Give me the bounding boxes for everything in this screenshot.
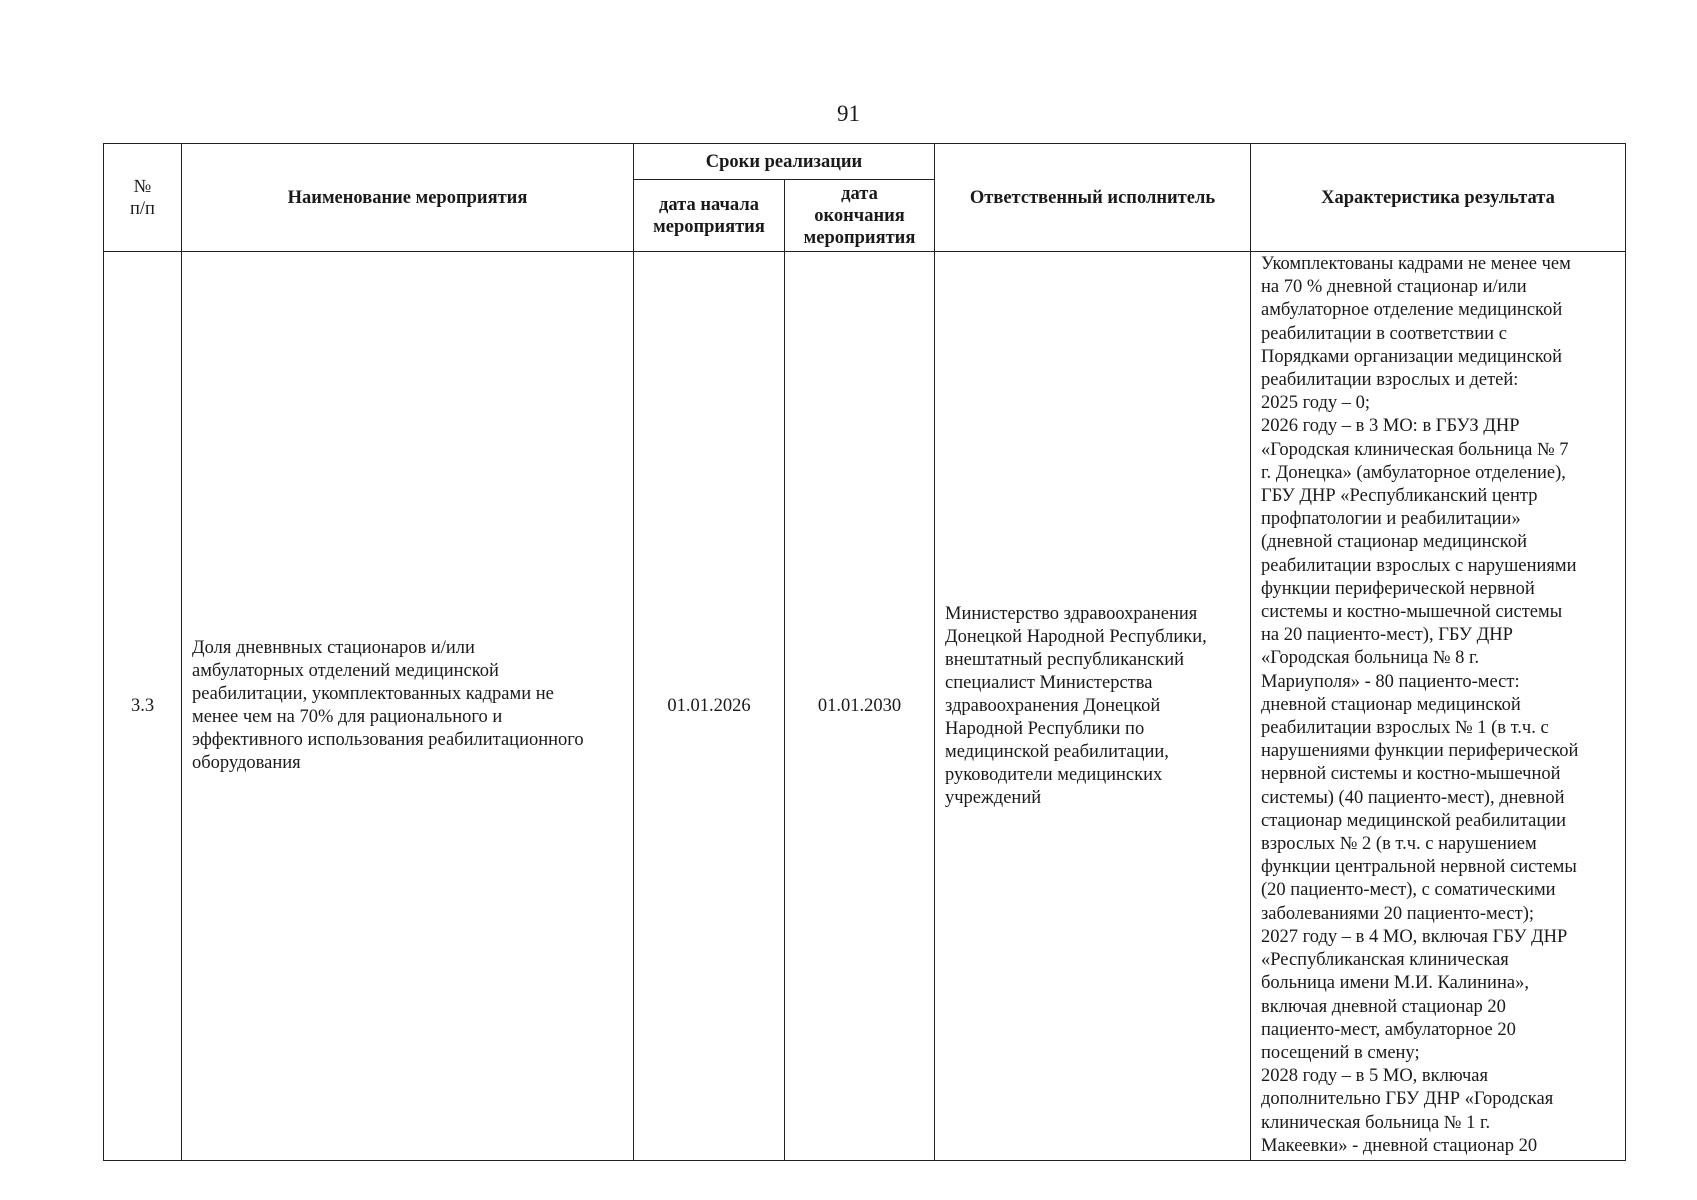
table-row [104,252,1626,1161]
executor-line: Народной Республики по [945,718,1145,739]
executor-line: здравоохранения Донецкой [945,695,1161,716]
result-line: реабилитации взрослых и детей: [1261,370,1519,391]
executor-line: медицинской реабилитации, [945,741,1169,762]
executor-line: Министерство здравоохранения [945,603,1198,624]
header-start-date [634,180,785,252]
result-line: реабилитации взрослых с нарушениями [1261,555,1577,576]
header-end-line2: окончания [814,205,905,226]
activity-name-line: амбулаторных отделений медицинской [192,661,499,681]
executor-cell [935,252,1251,1161]
result-line: реабилитации в соответствии с [1261,323,1507,344]
result-line: «Городская клиническая больница № 7 [1261,439,1569,460]
result-line: (дневной стационар медицинской [1261,532,1527,553]
result-line: Мариуполя» - 80 пациенто-мест: [1261,671,1520,692]
result-line: 2028 году – в 5 МО, включая [1261,1066,1489,1087]
result-line: посещений в смену; [1261,1042,1420,1063]
activity-name-line: реабилитации, укомплектованных кадрами не [192,684,554,704]
result-line: Укомплектованы кадрами не менее чем [1261,254,1571,274]
header-number-line1: № [133,176,152,197]
executor-line: Донецкой Народной Республики, [945,626,1207,647]
result-line: взрослых № 2 (в т.ч. с нарушением [1261,834,1537,855]
result-line: Макеевки» - дневной стационар 20 [1261,1135,1538,1156]
page-number: 91 [837,101,860,126]
header-period-group: Сроки реализации [634,144,935,180]
result-line: реабилитации взрослых № 1 (в т.ч. с [1261,718,1549,739]
result-line: (20 пациенто-мест), с соматическими [1261,880,1556,901]
result-line: на 20 пациенто-мест), ГБУ ДНР [1261,625,1513,646]
result-line: 2026 году – в 3 МО: в ГБУЗ ДНР [1261,416,1520,437]
result-cell [1251,252,1626,1161]
result-line: дополнительно ГБУ ДНР «Городская [1261,1089,1554,1110]
result-line: амбулаторное отделение медицинской [1261,300,1563,321]
result-line: дневной стационар медицинской [1261,694,1521,715]
activity-name-line: оборудования [192,753,301,773]
header-number [104,144,182,252]
start-date-cell: 01.01.2026 [634,252,785,1161]
result-line: больница имени М.И. Калинина», [1261,973,1529,994]
header-end-date [785,180,935,252]
result-line: 2025 году – 0; [1261,393,1371,414]
result-line: 2027 году – в 4 МО, включая ГБУ ДНР [1261,926,1568,947]
result-line: Порядками организации медицинской [1261,346,1562,367]
result-line: нервной системы и костно-мышечной [1261,764,1561,785]
header-end-line3: мероприятия [803,227,916,248]
header-end-line1: дата [841,183,878,204]
result-line: стационар медицинской реабилитации [1261,810,1567,831]
end-date-cell: 01.01.2030 [785,252,935,1161]
result-line: клиническая больница № 1 г. [1261,1112,1491,1133]
executor-line: руководители медицинских [945,764,1163,785]
row-number: 3.3 [104,252,182,1161]
header-executor: Ответственный исполнитель [935,144,1251,252]
result-line: функции периферической нервной [1261,578,1535,599]
result-line: пациенто-мест, амбулаторное 20 [1261,1019,1516,1040]
executor-line: внештатный республиканский [945,649,1185,670]
result-line: на 70 % дневной стационар и/или [1261,277,1527,298]
executor-line: специалист Министерства [945,672,1153,693]
header-start-line1: дата начала [659,194,759,215]
activity-name-line: менее чем на 70% для рационального и [192,707,503,727]
activity-name-cell [182,252,634,1161]
header-result: Характеристика результата [1251,144,1626,252]
activities-table [103,143,1626,1161]
result-line: системы) (40 пациенто-мест), дневной [1261,787,1565,808]
result-line: нарушениями функции периферической [1261,741,1579,762]
executor-line: учреждений [945,787,1042,808]
result-line: профпатологии и реабилитации» [1261,509,1521,530]
result-line: «Городская больница № 8 г. [1261,648,1480,669]
result-line: «Республиканская клиническая [1261,950,1509,971]
result-line: включая дневной стационар 20 [1261,996,1506,1017]
header-number-line2: п/п [130,198,155,219]
result-line: ГБУ ДНР «Республиканский центр [1261,486,1538,507]
activity-name-line: эффективного использования реабилитационного [192,730,584,750]
activity-name-line: Доля дневнвных стационаров и/или [192,638,475,658]
header-activity-name: Наименование мероприятия [182,144,634,252]
result-line: функции центральной нервной системы [1261,857,1577,878]
result-line: заболеваниями 20 пациенто-мест); [1261,903,1535,924]
result-line: г. Донецка» (амбулаторное отделение), [1261,462,1566,483]
header-start-line2: мероприятия [653,216,765,237]
result-line: системы и костно-мышечной системы [1261,602,1563,623]
